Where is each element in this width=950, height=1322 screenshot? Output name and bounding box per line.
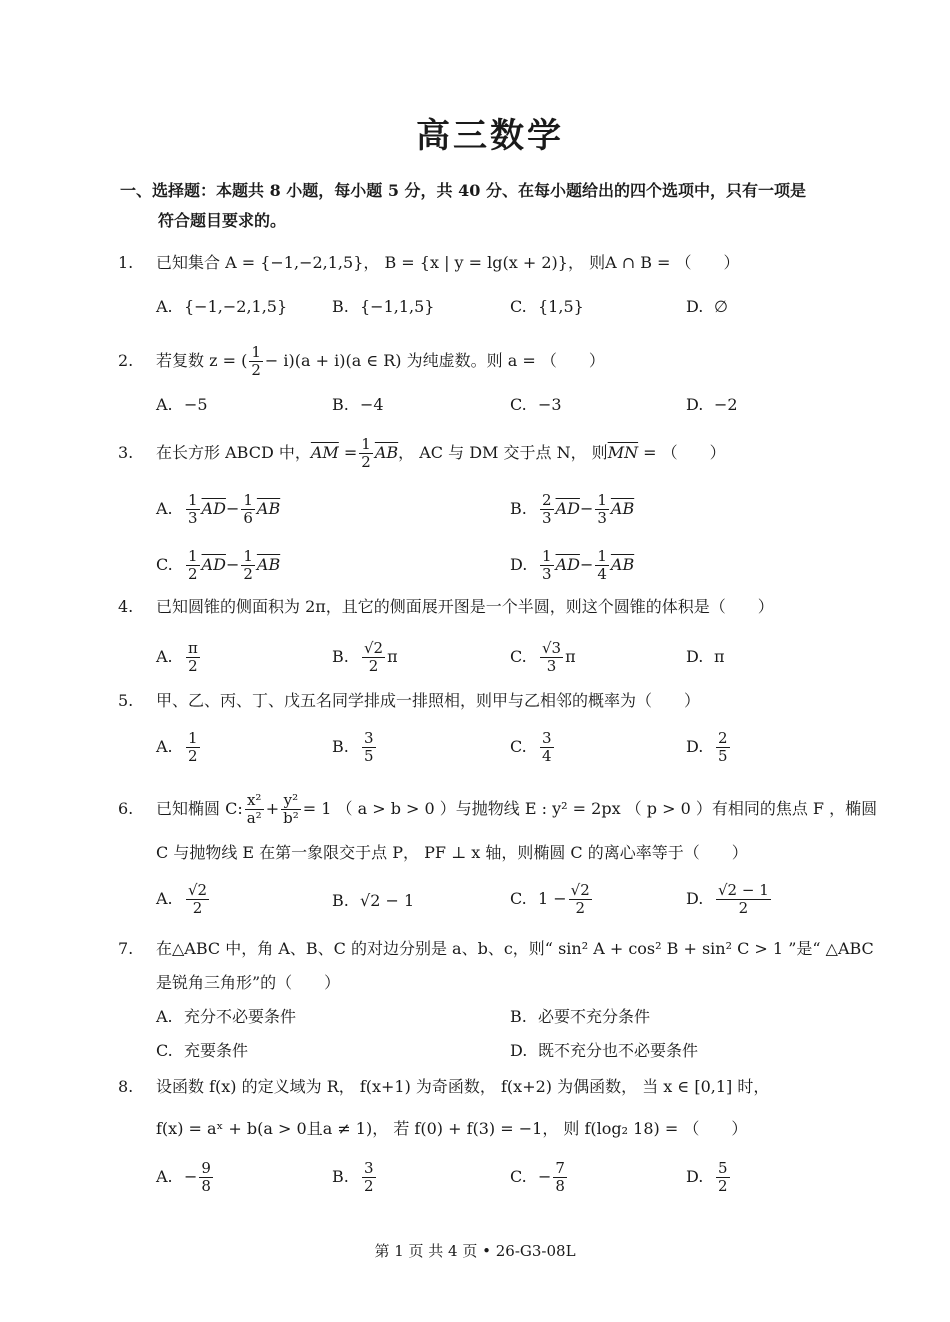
option-a: A. {−1,−2,1,5}: [156, 297, 288, 316]
question-2: 2. 若复数 z = ( $\frac{1}{2}$ − i)(a + i)(a ∈ R) 为纯虚数。则 a = （ ）: [118, 343, 605, 379]
option-a: A. $\frac{1}{3}$ $\overline{AD}-$ $\frac{1}{6}$ $\overline{AB}$: [156, 491, 281, 527]
section-line-2: 符合题目要求的。: [158, 211, 287, 230]
fraction: $\frac{1}{2}$: [361, 435, 371, 471]
option-b: B. $\frac{√2}{2}$ π: [332, 639, 398, 675]
option-c: C. − $\frac{7}{8}$: [510, 1159, 565, 1195]
option-b: B. √2 − 1: [332, 891, 415, 910]
question-stem: 已知集合 A = {−1,−2,1,5}， B = {x | y = lg(x + 2)}， 则A ∩ B = （ ）: [156, 253, 740, 272]
option-a: A. $\frac{\pi}{2}$: [156, 639, 198, 675]
option-d: D. 既不充分也不必要条件: [510, 1041, 699, 1060]
option-a: A. 充分不必要条件: [156, 1007, 297, 1026]
question-7-line-2: 是锐角三角形”的（ ）: [156, 973, 341, 992]
option-c: C. 充要条件: [156, 1041, 249, 1060]
option-b: B. $\frac{3}{2}$: [332, 1159, 374, 1195]
option-d: D. −2: [686, 395, 738, 414]
option-a: A. −5: [156, 395, 208, 414]
page-title: 高三数学: [416, 116, 564, 156]
option-a: A. − $\frac{9}{8}$: [156, 1159, 211, 1195]
question-number: 7.: [118, 939, 134, 958]
option-d: D. $\frac{5}{2}$: [686, 1159, 728, 1195]
question-number: 1.: [118, 253, 134, 272]
question-6-line-2: C 与抛物线 E 在第一象限交于点 P， PF ⊥ x 轴，则椭圆 C 的离心率等于（ ）: [156, 843, 748, 862]
question-7: 7. 在△ABC 中，角 A、B、C 的对边分别是 a、b、c，则“ sin² A + cos² B + sin² C > 1 ”是“ △ABC: [118, 939, 874, 958]
question-number: 4.: [118, 597, 134, 616]
option-b: B. −4: [332, 395, 384, 414]
option-b: B. {−1,1,5}: [332, 297, 435, 316]
option-c: C. $\frac{3}{4}$: [510, 729, 552, 765]
section-heading: [120, 176, 880, 236]
option-a: A. $\frac{1}{2}$: [156, 729, 198, 765]
question-number: 2.: [118, 351, 134, 370]
option-a: A. $\frac{√2}{2}$: [156, 881, 208, 917]
section-line-1: 一、选择题：本题共 8 小题，每小题 5 分，共 40 分、在每小题给出的四个选项中，只有一项是: [120, 181, 806, 200]
option-d: D. π: [686, 647, 725, 666]
question-number: 6.: [118, 799, 134, 818]
question-number: 5.: [118, 691, 134, 710]
option-c: C. $\frac{√3}{3}$ π: [510, 639, 576, 675]
option-c: C. −3: [510, 395, 562, 414]
option-b: B. 必要不充分条件: [510, 1007, 651, 1026]
fraction: $\frac{1}{2}$: [251, 343, 261, 379]
question-1: [118, 252, 740, 274]
page-footer: 第 1 页 共 4 页 • 26-G3-08L: [374, 1242, 576, 1260]
question-5: 5. 甲、乙、丙、丁、戊五名同学排成一排照相，则甲与乙相邻的概率为（ ）: [118, 691, 701, 710]
option-c: C. {1,5}: [510, 297, 584, 316]
question-8: 8. 设函数 f(x) 的定义域为 R， f(x+1) 为奇函数， f(x+2) 为偶函数， 当 x ∈ [0,1] 时，: [118, 1077, 770, 1096]
question-8-line-2: f(x) = aˣ + b(a > 0且a ≠ 1)， 若 f(0) + f(3) = −1， 则 f(log₂ 18) = （ ）: [156, 1119, 748, 1138]
option-c: C. $\frac{1}{2}$ $\overline{AD}-$ $\frac{1}{2}$ $\overline{AB}$: [156, 547, 281, 583]
option-d: D. $\frac{2}{5}$: [686, 729, 728, 765]
option-b: B. $\frac{3}{5}$: [332, 729, 374, 765]
option-d: D. $\frac{1}{3}$ $\overline{AD}-$ $\frac{1}{4}$ $\overline{AB}$: [510, 547, 635, 583]
question-3: 3. 在长方形 ABCD 中，$\overline{AM}$ = $\frac{1}{2}$ $\overline{AB}$， AC 与 DM 交于点 N， 则$\overline{MN}$ = （ ）: [118, 435, 726, 471]
option-d: D. ∅: [686, 297, 728, 316]
question-4: 4. 已知圆锥的侧面积为 2π，且它的侧面展开图是一个半圆，则这个圆锥的体积是（ ）: [118, 597, 774, 616]
option-c: C. 1 − $\frac{√2}{2}$: [510, 881, 590, 917]
question-6: 6. 已知椭圆 C: $\frac{\text{x²}}{\text{a²}}$ + $\frac{\text{y²}}{\text{b²}}$ = 1 （ a > b > 0 ）与抛物线 E : y² = 2px （ p > 0 ）有相同的焦点 F ，椭圆: [118, 791, 878, 827]
question-number: 3.: [118, 443, 134, 462]
question-number: 8.: [118, 1077, 134, 1096]
option-b: B. $\frac{2}{3}$ $\overline{AD}-$ $\frac{1}{3}$ $\overline{AB}$: [510, 491, 635, 527]
option-d: D. $\frac{√2 - 1}{2}$: [686, 881, 769, 917]
